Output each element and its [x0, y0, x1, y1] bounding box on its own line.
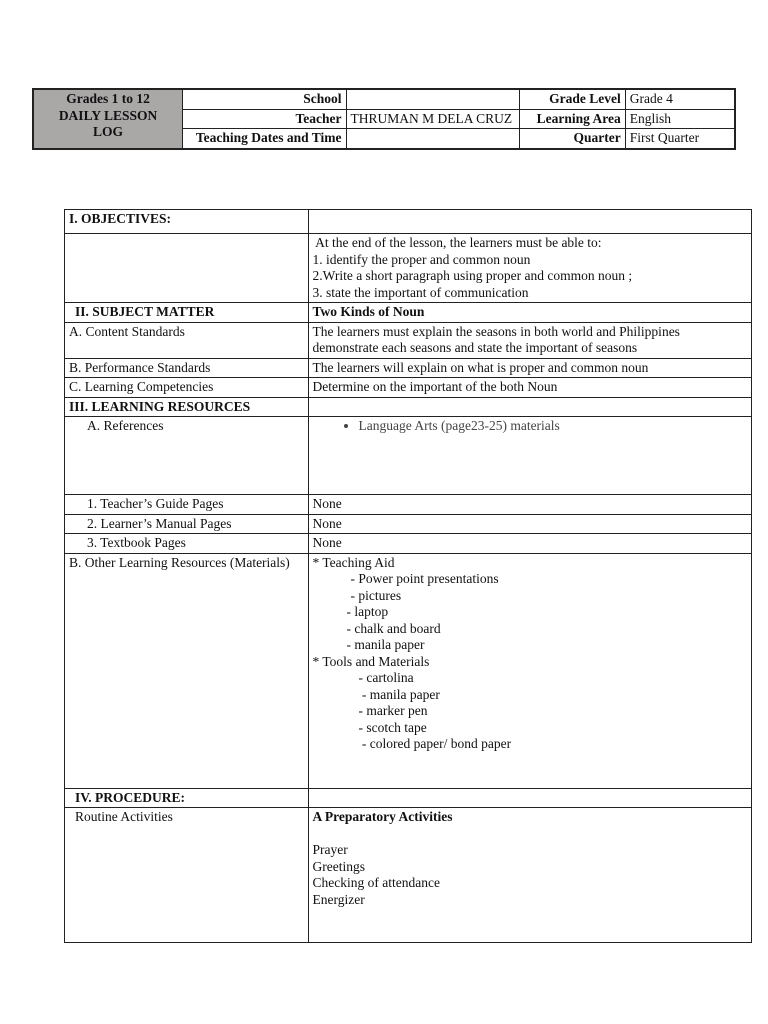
teaching-aid-item: - pictures: [350, 587, 402, 603]
performance-standards-value: The learners will explain on what is proper and common noun: [308, 358, 752, 378]
learning-competencies-value: Determine on the important of the both Noun: [308, 378, 752, 398]
references-list: [313, 418, 748, 435]
content-standards-value: The learners must explain the seasons in both world and Philippines demonstrate each seasons and state the important of seasons: [308, 322, 752, 358]
teaching-aid-item: - Power point presentations: [350, 571, 499, 586]
textbook-value: None: [308, 534, 752, 554]
title-line-2: DAILY LESSON: [58, 107, 158, 123]
lesson-table: [64, 209, 752, 943]
tools-item: - marker pen: [358, 703, 428, 718]
spacer: [313, 826, 748, 843]
quarter-value: First Quarter: [625, 129, 735, 149]
other-resources-value: [308, 553, 752, 788]
references-label: A. References: [65, 417, 309, 495]
tools-item: - colored paper/ bond paper: [358, 736, 512, 751]
content-standards-label: A. Content Standards: [65, 322, 309, 358]
teacher-label: Teacher: [183, 109, 346, 129]
reference-item: • Language Arts (page23-25) materials: [359, 418, 748, 435]
subject-matter-heading: II. SUBJECT MATTER: [65, 303, 309, 323]
tools-heading: * Tools and Materials: [312, 653, 430, 669]
teacher-value: THRUMAN M DELA CRUZ: [346, 109, 520, 129]
learners-manual-value: None: [308, 514, 752, 534]
teaching-dates-label: Teaching Dates and Time: [183, 129, 346, 149]
school-label: School: [183, 89, 346, 109]
references-value: [308, 417, 752, 495]
learning-competencies-label: C. Learning Competencies: [65, 378, 309, 398]
procedure-heading-blank: [308, 788, 752, 808]
tools-item: - manila paper: [358, 686, 440, 702]
grade-level-label: Grade Level: [520, 89, 626, 109]
routine-activities-label: Routine Activities: [65, 808, 309, 943]
learners-manual-label: 2. Learner’s Manual Pages: [65, 514, 309, 534]
objectives-heading-blank: [308, 210, 752, 234]
procedure-heading: IV. PROCEDURE:: [65, 788, 309, 808]
grade-level-value: Grade 4: [625, 89, 735, 109]
procedure-item: Prayer: [312, 842, 348, 857]
tools-item: - scotch tape: [358, 719, 427, 735]
textbook-label: 3. Textbook Pages: [65, 534, 309, 554]
teaching-aid-item: - chalk and board: [346, 620, 441, 636]
header-table: [32, 88, 736, 150]
preparatory-heading: A Preparatory Activities: [312, 809, 453, 824]
objectives-list: [308, 234, 752, 303]
learning-area-value: English: [625, 109, 735, 129]
performance-standards-label: B. Performance Standards: [65, 358, 309, 378]
title-line-1: Grades 1 to 12: [66, 91, 150, 106]
tools-item: - cartolina: [358, 670, 414, 685]
quarter-label: Quarter: [520, 129, 626, 149]
procedure-item: Checking of attendance: [312, 875, 440, 890]
objective-intro: At the end of the lesson, the learners must be able to:: [312, 235, 602, 250]
objective-2: 2.Write a short paragraph using proper and common noun ;: [312, 268, 633, 283]
learning-resources-heading: III. LEARNING RESOURCES: [65, 397, 309, 417]
learning-area-label: Learning Area: [520, 109, 626, 129]
subject-matter-title: Two Kinds of Noun: [308, 303, 752, 323]
dll-title: [33, 89, 183, 149]
objectives-heading: I. OBJECTIVES:: [65, 210, 309, 234]
title-line-3: LOG: [93, 124, 124, 139]
procedure-item: Greetings: [312, 858, 365, 874]
objectives-left-blank: [65, 234, 309, 303]
objective-1: 1. identify the proper and common noun: [312, 251, 531, 267]
school-value: [346, 89, 520, 109]
other-resources-label: B. Other Learning Resources (Materials): [65, 553, 309, 788]
teaching-aid-item: - laptop: [346, 604, 389, 619]
teaching-aid-item: - manila paper: [346, 637, 425, 652]
procedure-item: Energizer: [312, 891, 365, 907]
objective-3: 3. state the important of communication: [312, 284, 529, 300]
teachers-guide-label: 1. Teacher’s Guide Pages: [65, 495, 309, 515]
teachers-guide-value: None: [308, 495, 752, 515]
teaching-aid-heading: * Teaching Aid: [312, 554, 395, 570]
teaching-dates-value: [346, 129, 520, 149]
routine-activities-value: [308, 808, 752, 943]
learning-resources-blank: [308, 397, 752, 417]
